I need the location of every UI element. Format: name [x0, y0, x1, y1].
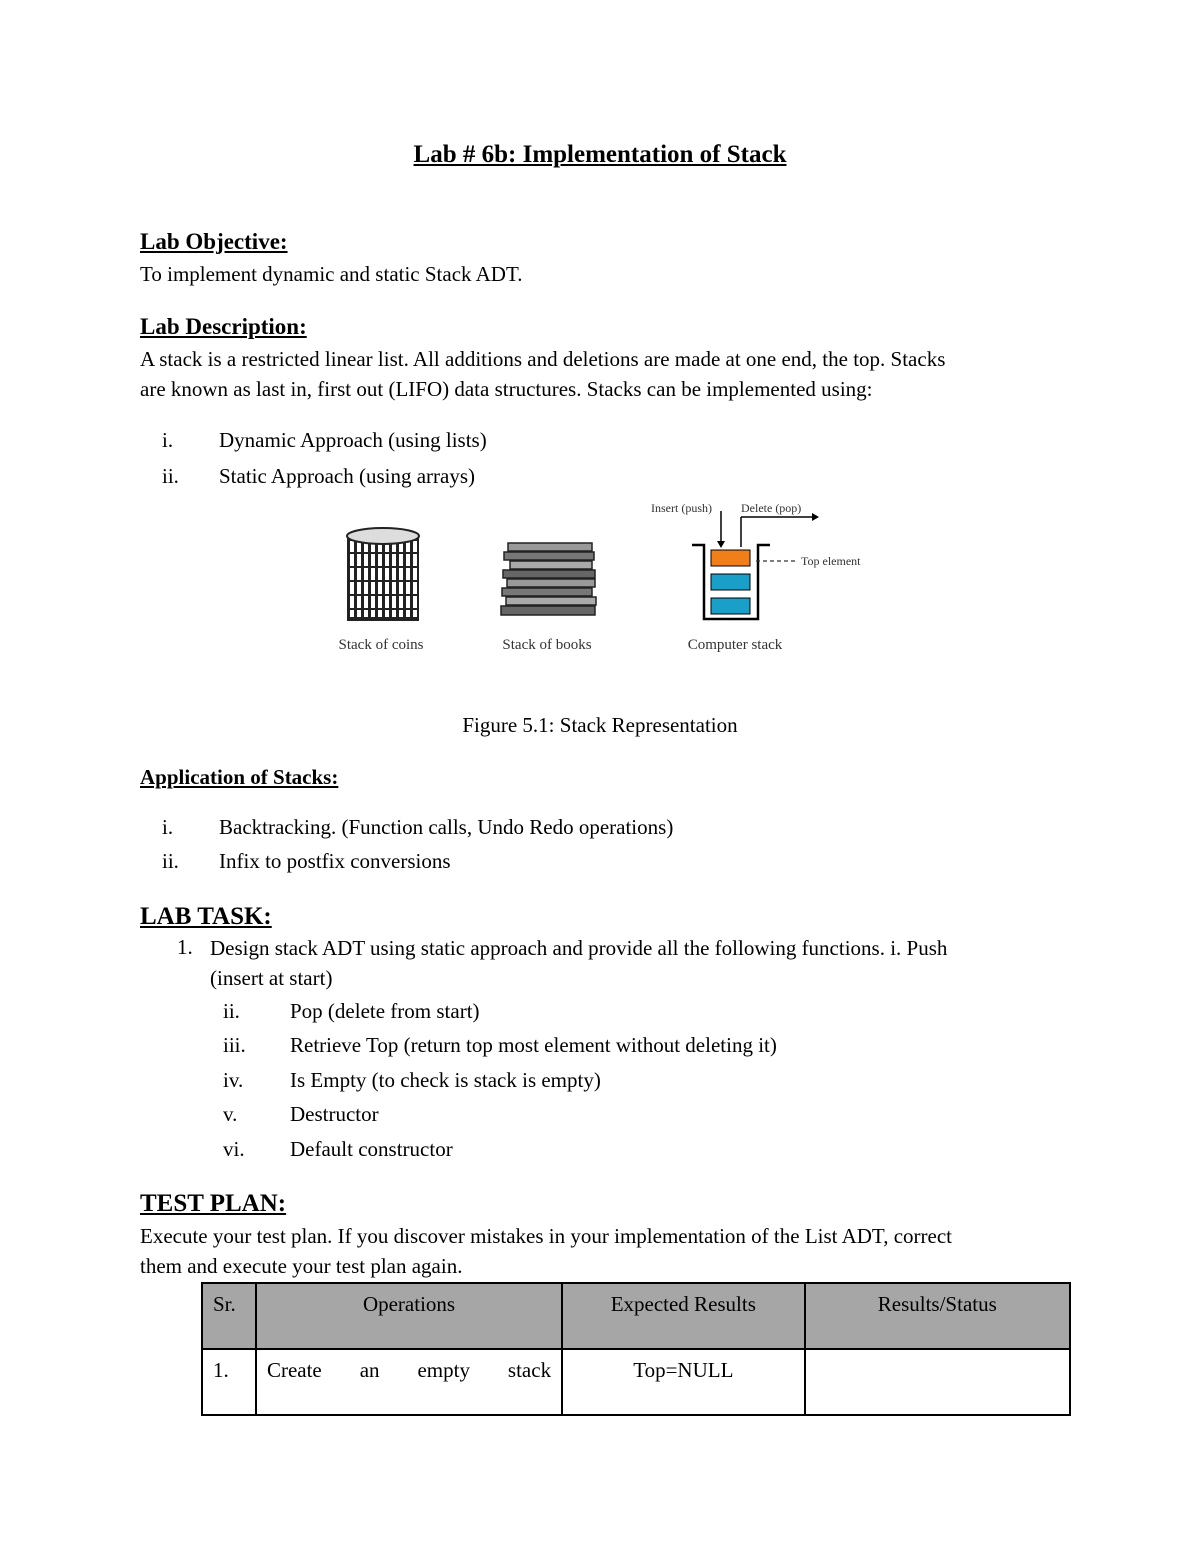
table-header-row [202, 1283, 1070, 1349]
task-line-2: (insert at start) [210, 966, 333, 990]
objective-text: To implement dynamic and static Stack ADT. [140, 262, 523, 286]
objective-heading: Lab Objective: [140, 229, 288, 254]
figure-caption: Figure 5.1: Stack Representation [462, 713, 738, 737]
cell-expected: Top=NULL [562, 1349, 804, 1415]
list-item: Default constructor [290, 1137, 453, 1161]
top-element-label: Top element [801, 554, 861, 568]
list-item-number: iii. [223, 1033, 246, 1057]
task-number: 1. [177, 935, 193, 959]
list-item: Infix to postfix conversions [219, 849, 451, 873]
computer-stack-diagram [692, 511, 819, 619]
list-item: Pop (delete from start) [290, 999, 480, 1023]
book-stack-image [501, 543, 596, 615]
list-item: Destructor [290, 1102, 379, 1126]
table-row [202, 1349, 1070, 1415]
column-header: Results/Status [805, 1283, 1070, 1349]
cell-operation: Create an empty stack [256, 1349, 562, 1415]
test-plan-heading: TEST PLAN: [140, 1190, 287, 1217]
coin-stack-image [347, 528, 419, 621]
list-item-number: ii. [162, 464, 179, 488]
list-item: Backtracking. (Function calls, Undo Redo operations) [219, 815, 674, 839]
list-item: Retrieve Top (return top most element without deleting it) [290, 1033, 777, 1057]
computer-stack-label: Computer stack [687, 637, 783, 653]
column-header: Sr. [202, 1283, 256, 1349]
test-plan-line-1: Execute your test plan. If you discover mistakes in your implementation of the List ADT, correct [140, 1224, 952, 1248]
column-header: Operations [256, 1283, 562, 1349]
test-plan-table [201, 1282, 1071, 1416]
push-label: Insert (push) [651, 501, 712, 515]
list-item: Dynamic Approach (using lists) [219, 428, 487, 452]
list-item-number: iv. [223, 1068, 244, 1092]
list-item-number: vi. [223, 1137, 245, 1161]
description-line-1: A stack is a restricted linear list. All additions and deletions are made at one end, the top. Stacks [140, 347, 946, 371]
task-line-1: Design stack ADT using static approach and provide all the following functions. i. Push [210, 936, 948, 960]
books-label: Stack of books [502, 637, 592, 653]
stack-figure [320, 495, 890, 665]
column-header: Expected Results [562, 1283, 804, 1349]
test-plan-line-2: them and execute your test plan again. [140, 1254, 463, 1278]
list-item: Static Approach (using arrays) [219, 464, 476, 488]
description-line-2: are known as last in, first out (LIFO) data structures. Stacks can be implemented using: [140, 377, 873, 401]
coins-label: Stack of coins [338, 637, 424, 653]
description-heading: Lab Description: [140, 314, 307, 339]
pop-label: Delete (pop) [741, 501, 802, 515]
list-item-number: ii. [223, 999, 240, 1023]
list-item-number: i. [162, 428, 174, 452]
cell-status [805, 1349, 1070, 1415]
page-title: Lab # 6b: Implementation of Stack [413, 141, 787, 168]
list-item-number: ii. [162, 849, 179, 873]
list-item: Is Empty (to check is stack is empty) [290, 1068, 601, 1092]
list-item-number: v. [223, 1102, 238, 1126]
lab-task-heading: LAB TASK: [140, 903, 272, 930]
applications-heading: Application of Stacks: [140, 765, 339, 789]
list-item-number: i. [162, 815, 174, 839]
cell-sr: 1. [202, 1349, 256, 1415]
